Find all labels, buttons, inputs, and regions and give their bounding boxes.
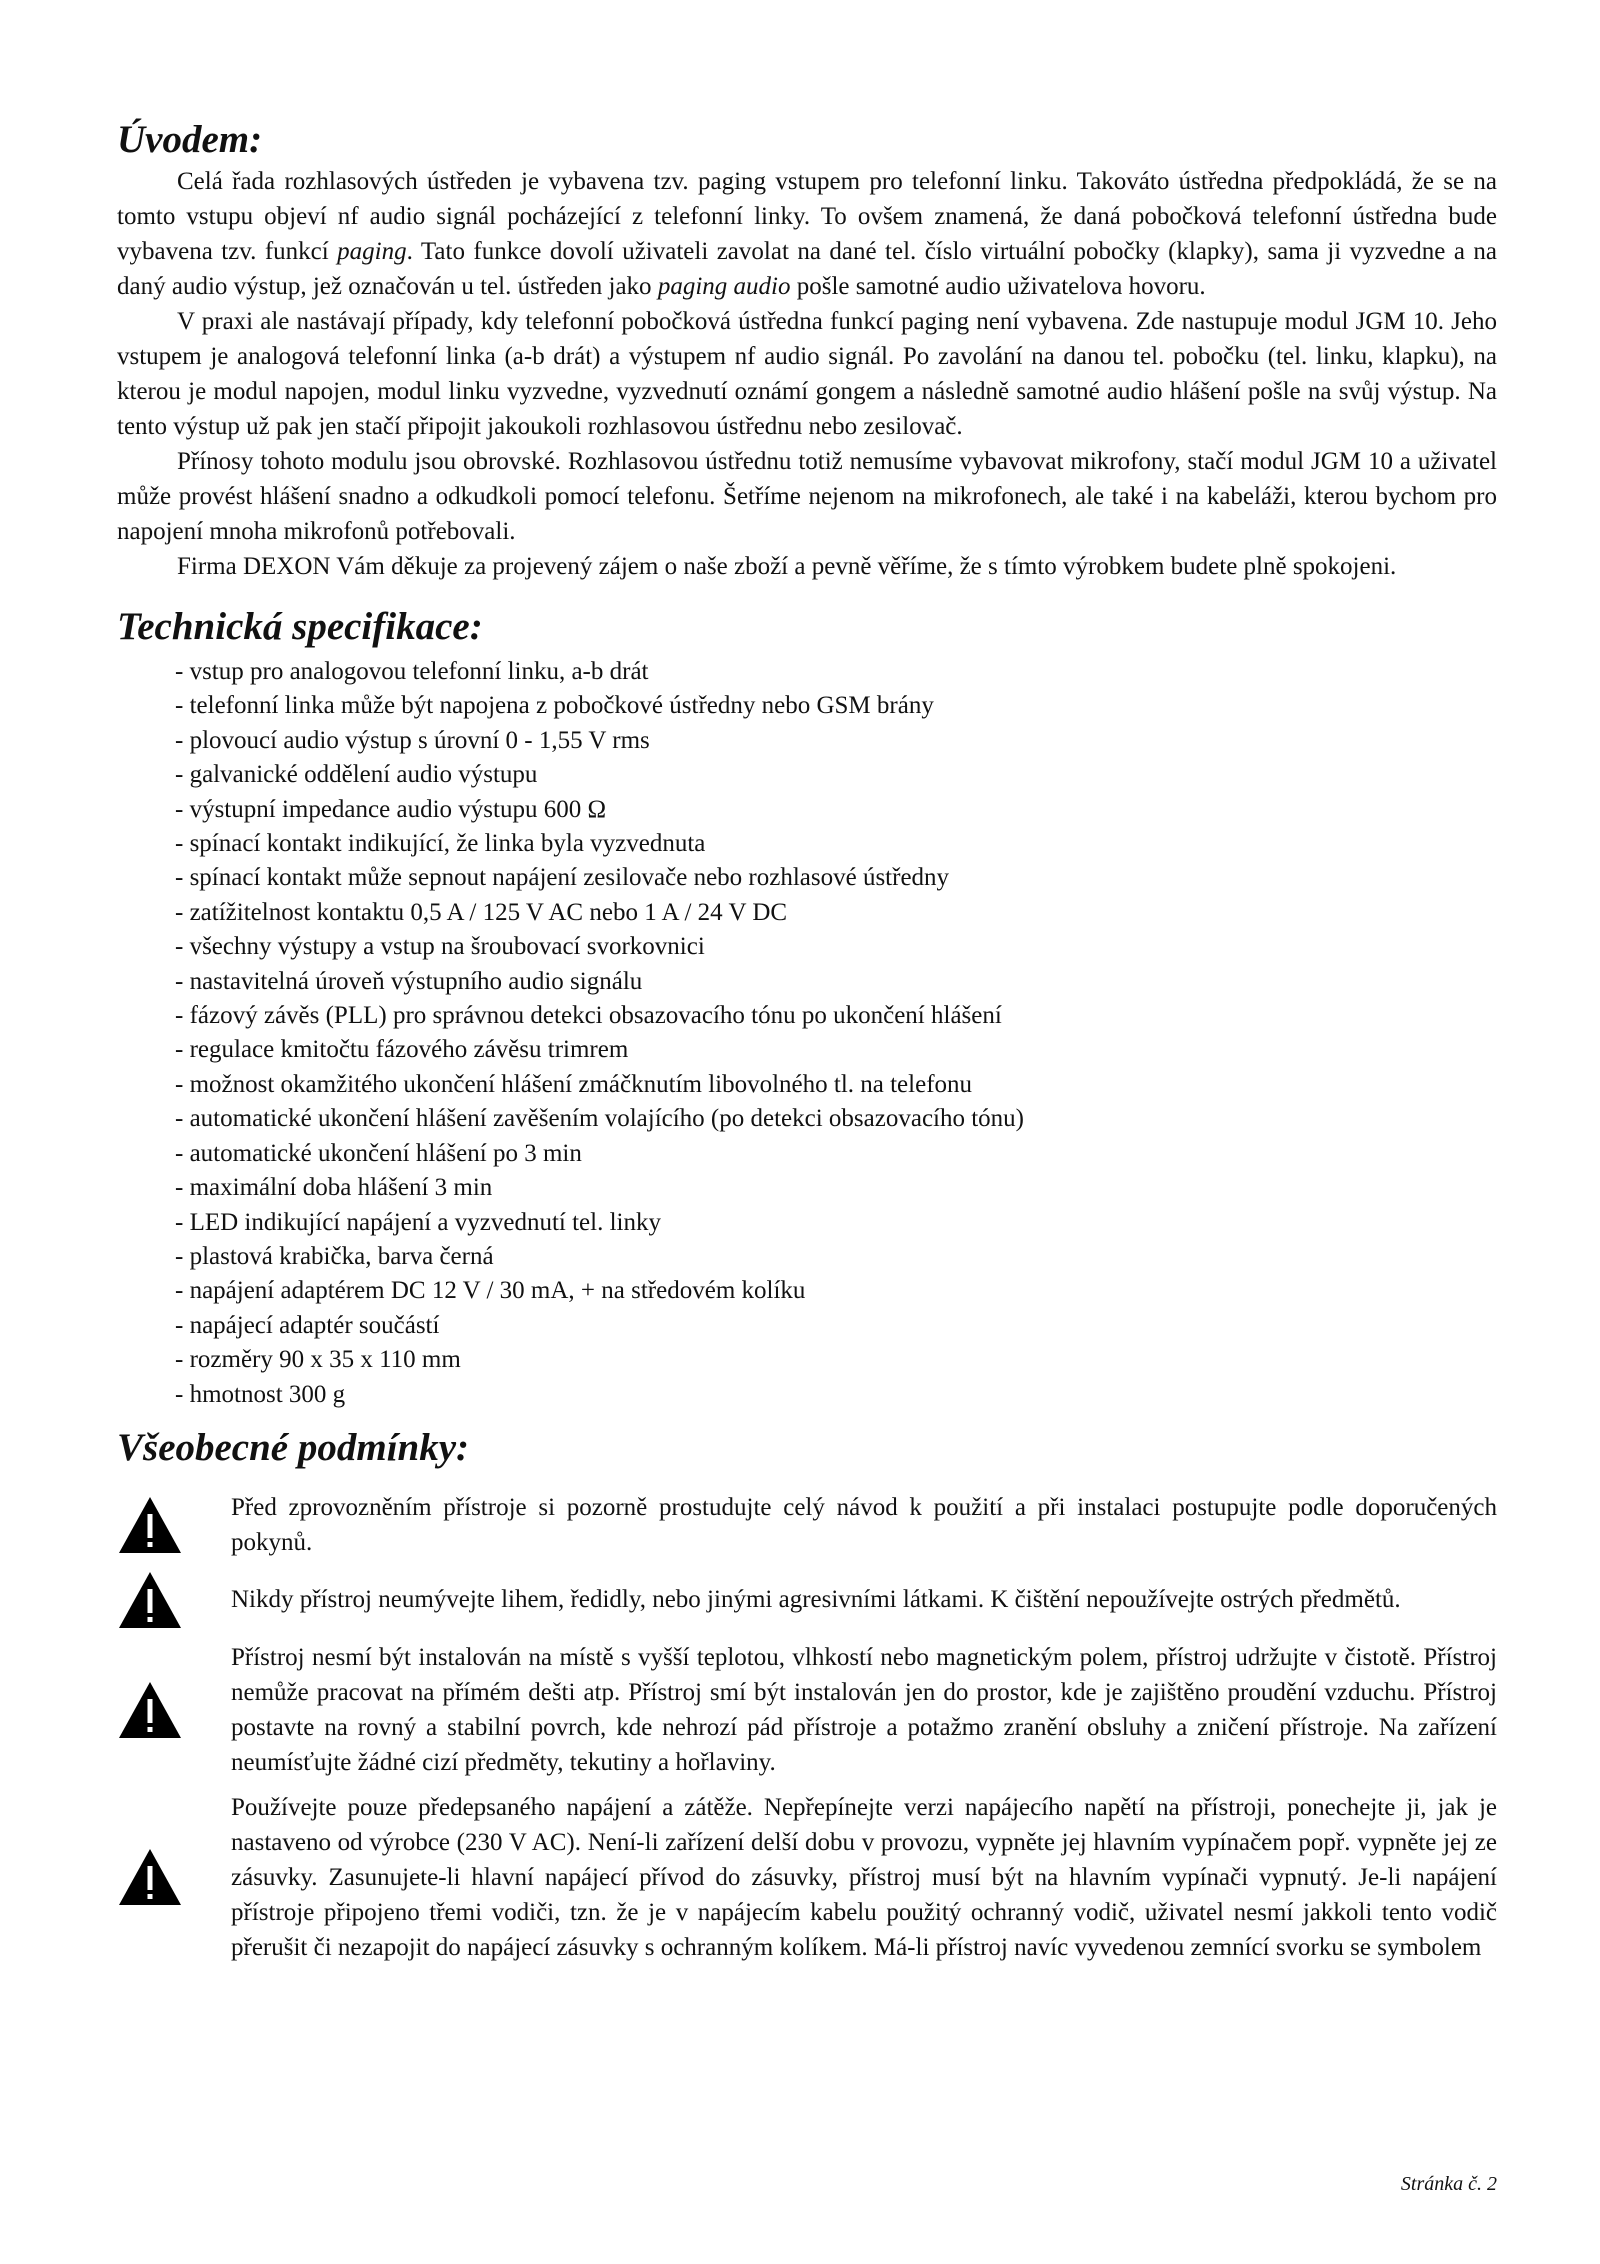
spec-item: - telefonní linka může být napojena z pobočkové ústředny nebo GSM brány — [175, 692, 934, 720]
spec-item: - spínací kontakt může sepnout napájení zesilovače nebo rozhlasové ústředny — [175, 864, 950, 892]
spec-item: - spínací kontakt indikující, že linka byla vyzvednuta — [175, 830, 706, 858]
spec-item: - maximální doba hlášení 3 min — [175, 1174, 493, 1202]
page-number: Stránka č. 2 — [1400, 2173, 1497, 2195]
warning-triangle-icon — [117, 1847, 231, 1907]
warning-text: Přístroj nesmí být instalován na místě s vyšší teplotou, vlhkostí nebo magnetickým polem, přístroj udržujte v čistotě. Přístroj nemůže pracovat na přímém dešti atp. Přístroj smí být instalován jen do prostor, kde je zajištěno proudění vzduchu. Přístroj postavte na rovný a stabilní povrch, kde nehrozí pád přístroje a potažmo zranění obsluhy a zničení přístroje. Na zařízení neumísťujte žádné cizí předměty, tekutiny a hořlaviny. — [231, 1643, 1497, 1776]
spec-item: - výstupní impedance audio výstupu 600 Ω — [175, 795, 607, 823]
spec-item: - galvanické oddělení audio výstupu — [175, 761, 538, 789]
spec-item: - plastová krabička, barva černá — [175, 1242, 494, 1270]
conditions-heading: Všeobecné podmínky: — [117, 1425, 470, 1469]
spec-item: - všechny výstupy a vstup na šroubovací svorkovnici — [175, 933, 705, 961]
warning-block — [117, 1490, 1497, 1560]
spec-item: - nastavitelná úroveň výstupního audio signálu — [175, 967, 643, 995]
spec-item: - hmotnost 300 g — [175, 1380, 346, 1408]
warning-text: Před zprovozněním přístroje si pozorně prostudujte celý návod k použití a při instalaci postupujte podle doporučených pokynů. — [231, 1493, 1497, 1556]
spec-item: - regulace kmitočtu fázového závěsu trimrem — [175, 1036, 629, 1064]
spec-item: - rozměry 90 x 35 x 110 mm — [175, 1346, 461, 1374]
warning-triangle-icon — [117, 1680, 231, 1740]
spec-item: - LED indikující napájení a vyzvednutí tel. linky — [175, 1208, 661, 1236]
document-page — [117, 118, 1497, 1965]
warning-triangle-icon — [117, 1495, 231, 1555]
spec-item: - možnost okamžitého ukončení hlášení zmáčknutím libovolného tl. na telefonu — [175, 1070, 973, 1098]
spec-item: - automatické ukončení hlášení zavěšením volajícího (po detekci obsazovacího tónu) — [175, 1105, 1025, 1133]
warning-triangle-icon — [117, 1570, 231, 1630]
warning-block — [117, 1790, 1497, 1965]
spec-item: - napájení adaptérem DC 12 V / 30 mA, + na středovém kolíku — [175, 1277, 806, 1305]
warning-text: Nikdy přístroj neumývejte lihem, ředidly, nebo jinými agresivními látkami. K čištění nepoužívejte ostrých předmětů. — [231, 1586, 1401, 1614]
spec-item: - vstup pro analogovou telefonní linku, a-b drát — [175, 658, 649, 685]
intro-paragraph-4: Firma DEXON Vám děkuje za projevený zájem o naše zboží a pevně věříme, že s tímto výrobkem budete plně spokojeni. — [177, 553, 1397, 580]
spec-item: - plovoucí audio výstup s úrovní 0 - 1,55 V rms — [175, 726, 650, 754]
spec-heading: Technická specifikace: — [117, 605, 483, 648]
spec-item: - automatické ukončení hlášení po 3 min — [175, 1139, 582, 1167]
intro-paragraph-2: V praxi ale nastávají případy, kdy telefonní pobočková ústředna funkcí paging není vybavena. Zde nastupuje modul JGM 10. Jeho vstupem je analogová telefonní linka (a-b drát) a výstupem nf audio signál. Po zavolání na danou tel. pobočku (tel. linku, klapku), na kterou je modul napojen, modul linku vyzvedne, vyzvednutí oznámí gongem a následně samotné audio hlášení pošle na svůj výstup. Na tento výstup už pak jen stačí připojit jakoukoli rozhlasovou ústřednu nebo zesilovač. — [117, 308, 1497, 440]
warning-block — [117, 1570, 1497, 1630]
intro-heading: Úvodem: — [117, 118, 263, 161]
spec-item: - zatížitelnost kontaktu 0,5 A / 125 V AC nebo 1 A / 24 V DC — [175, 898, 788, 926]
spec-list — [117, 655, 1497, 1412]
spec-item: - fázový závěs (PLL) pro správnou detekci obsazovacího tónu po ukončení hlášení — [175, 1002, 1002, 1030]
intro-paragraph-1: Celá řada rozhlasových ústředen je vybavena tzv. paging vstupem pro telefonní linku. Takováto ústředna předpokládá, že se na tomto vstupu objeví nf audio signál pocházející z telefonní linky. To ovšem znamená, že daná pobočková telefonní ústředna bude vybavena tzv. funkcí paging. Tato funkce dovolí uživateli zavolat na dané tel. číslo virtuální pobočky (klapky), sama ji vyzvedne a na daný audio výstup, jež označován u tel. ústředen jako paging audio pošle samotné audio uživatelova hovoru. — [117, 168, 1497, 300]
warning-text: Používejte pouze předepsaného napájení a zátěže. Nepřepínejte verzi napájecího napětí na přístroji, ponechejte ji, jak je nastaveno od výrobce (230 V AC). Není-li zařízení delší dobu v provozu, vypněte jej hlavním vypínačem popř. vypněte jej ze zásuvky. Zasunujete-li hlavní napájecí přívod do zásuvky, přístroj musí být na hlavním vypínači vypnutý. Je-li napájení přístroje připojeno třemi vodiči, tzn. že je v napájecím kabelu použitý ochranný vodič, uživatel nesmí jakkoli tento vodič přerušit či nezapojit do napájecí zásuvky s ochranným kolíkem. Má-li přístroj navíc vyvedenou zemnící svorku se symbolem — [231, 1793, 1497, 1961]
warning-block — [117, 1640, 1497, 1780]
intro-paragraph-3: Přínosy tohoto modulu jsou obrovské. Rozhlasovou ústřednu totiž nemusíme vybavovat mikrofony, stačí modul JGM 10 a uživatel může provést hlášení snadno a odkudkoli pomocí telefonu. Šetříme nejenom na mikrofonech, ale také i na kabeláži, kterou bychom pro napojení mnoha mikrofonů potřebovali. — [117, 448, 1497, 545]
spec-item: - napájecí adaptér součástí — [175, 1311, 440, 1339]
